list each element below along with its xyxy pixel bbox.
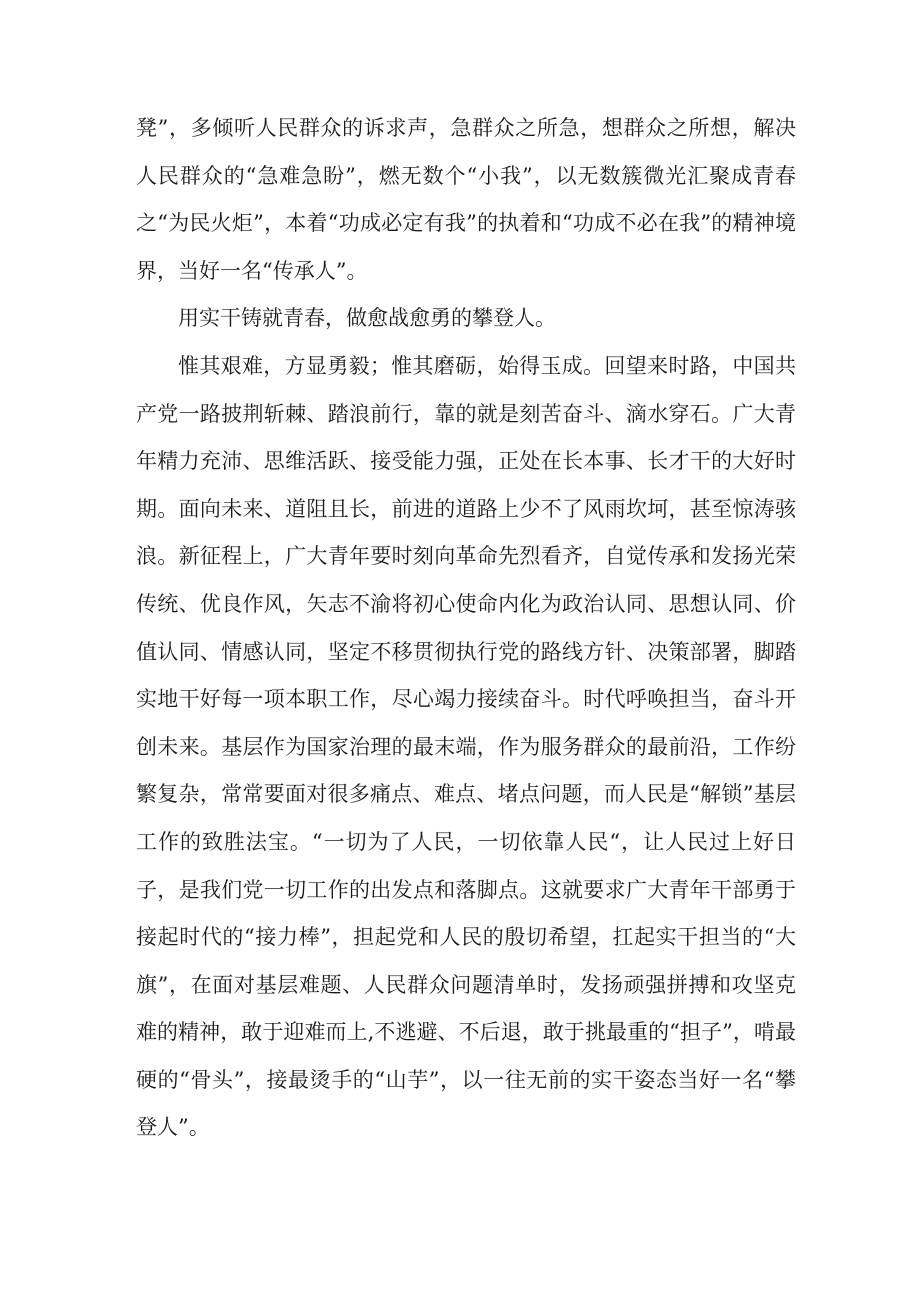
document-body xyxy=(136,105,796,1152)
section-heading-paragraph: 用实干铸就青春，做愈战愈勇的攀登人。 xyxy=(178,306,556,331)
body-paragraph: 凳”，多倾听人民群众的诉求声，急群众之所急，想群众之所想，解决人民群众的“急难急盼”，燃无数个“小我”，以无数簇微光汇聚成青春之“为民火炬”，本着“功成必定有我”的执着和“功成不必在我”的精神境界，当好一名“传承人”。 xyxy=(136,116,796,283)
body-paragraph: 惟其艰难，方显勇毅；惟其磨砺，始得玉成。回望来时路，中国共产党一路披荆斩棘、踏浪前行，靠的就是刻苦奋斗、滴水穿石。广大青年精力充沛、思维活跃、接受能力强，正处在长本事、长才干的大好时期。面向未来、道阻且长，前进的道路上少不了风雨坎坷，甚至惊涛骇浪。新征程上，广大青年要时刻向革命先烈看齐，自觉传承和发扬光荣传统、优良作风，矢志不渝将初心使命内化为政治认同、思想认同、价值认同、情感认同，坚定不移贯彻执行党的路线方针、决策部署，脚踏实地干好每一项本职工作，尽心竭力接续奋斗。时代呼唤担当，奋斗开创未来。基层作为国家治理的最末端，作为服务群众的最前沿，工作纷繁复杂，常常要面对很多痛点、难点、堵点问题，而人民是“解锁”基层工作的致胜法宝。“一切为了人民，一切依靠人民“，让人民过上好日子，是我们党一切工作的出发点和落脚点。这就要求广大青年干部勇于接起时代的“接力棒”，担起党和人民的殷切希望，扛起实干担当的“大旗”，在面对基层难题、人民群众问题清单时，发扬顽强拼搏和攻坚克难的精神，敢于迎难而上,不逃避、不后退，敢于挑最重的“担子”，啃最硬的“骨头”，接最烫手的“山芋”，以一往无前的实干姿态当好一名“攀登人”。 xyxy=(136,353,796,1140)
